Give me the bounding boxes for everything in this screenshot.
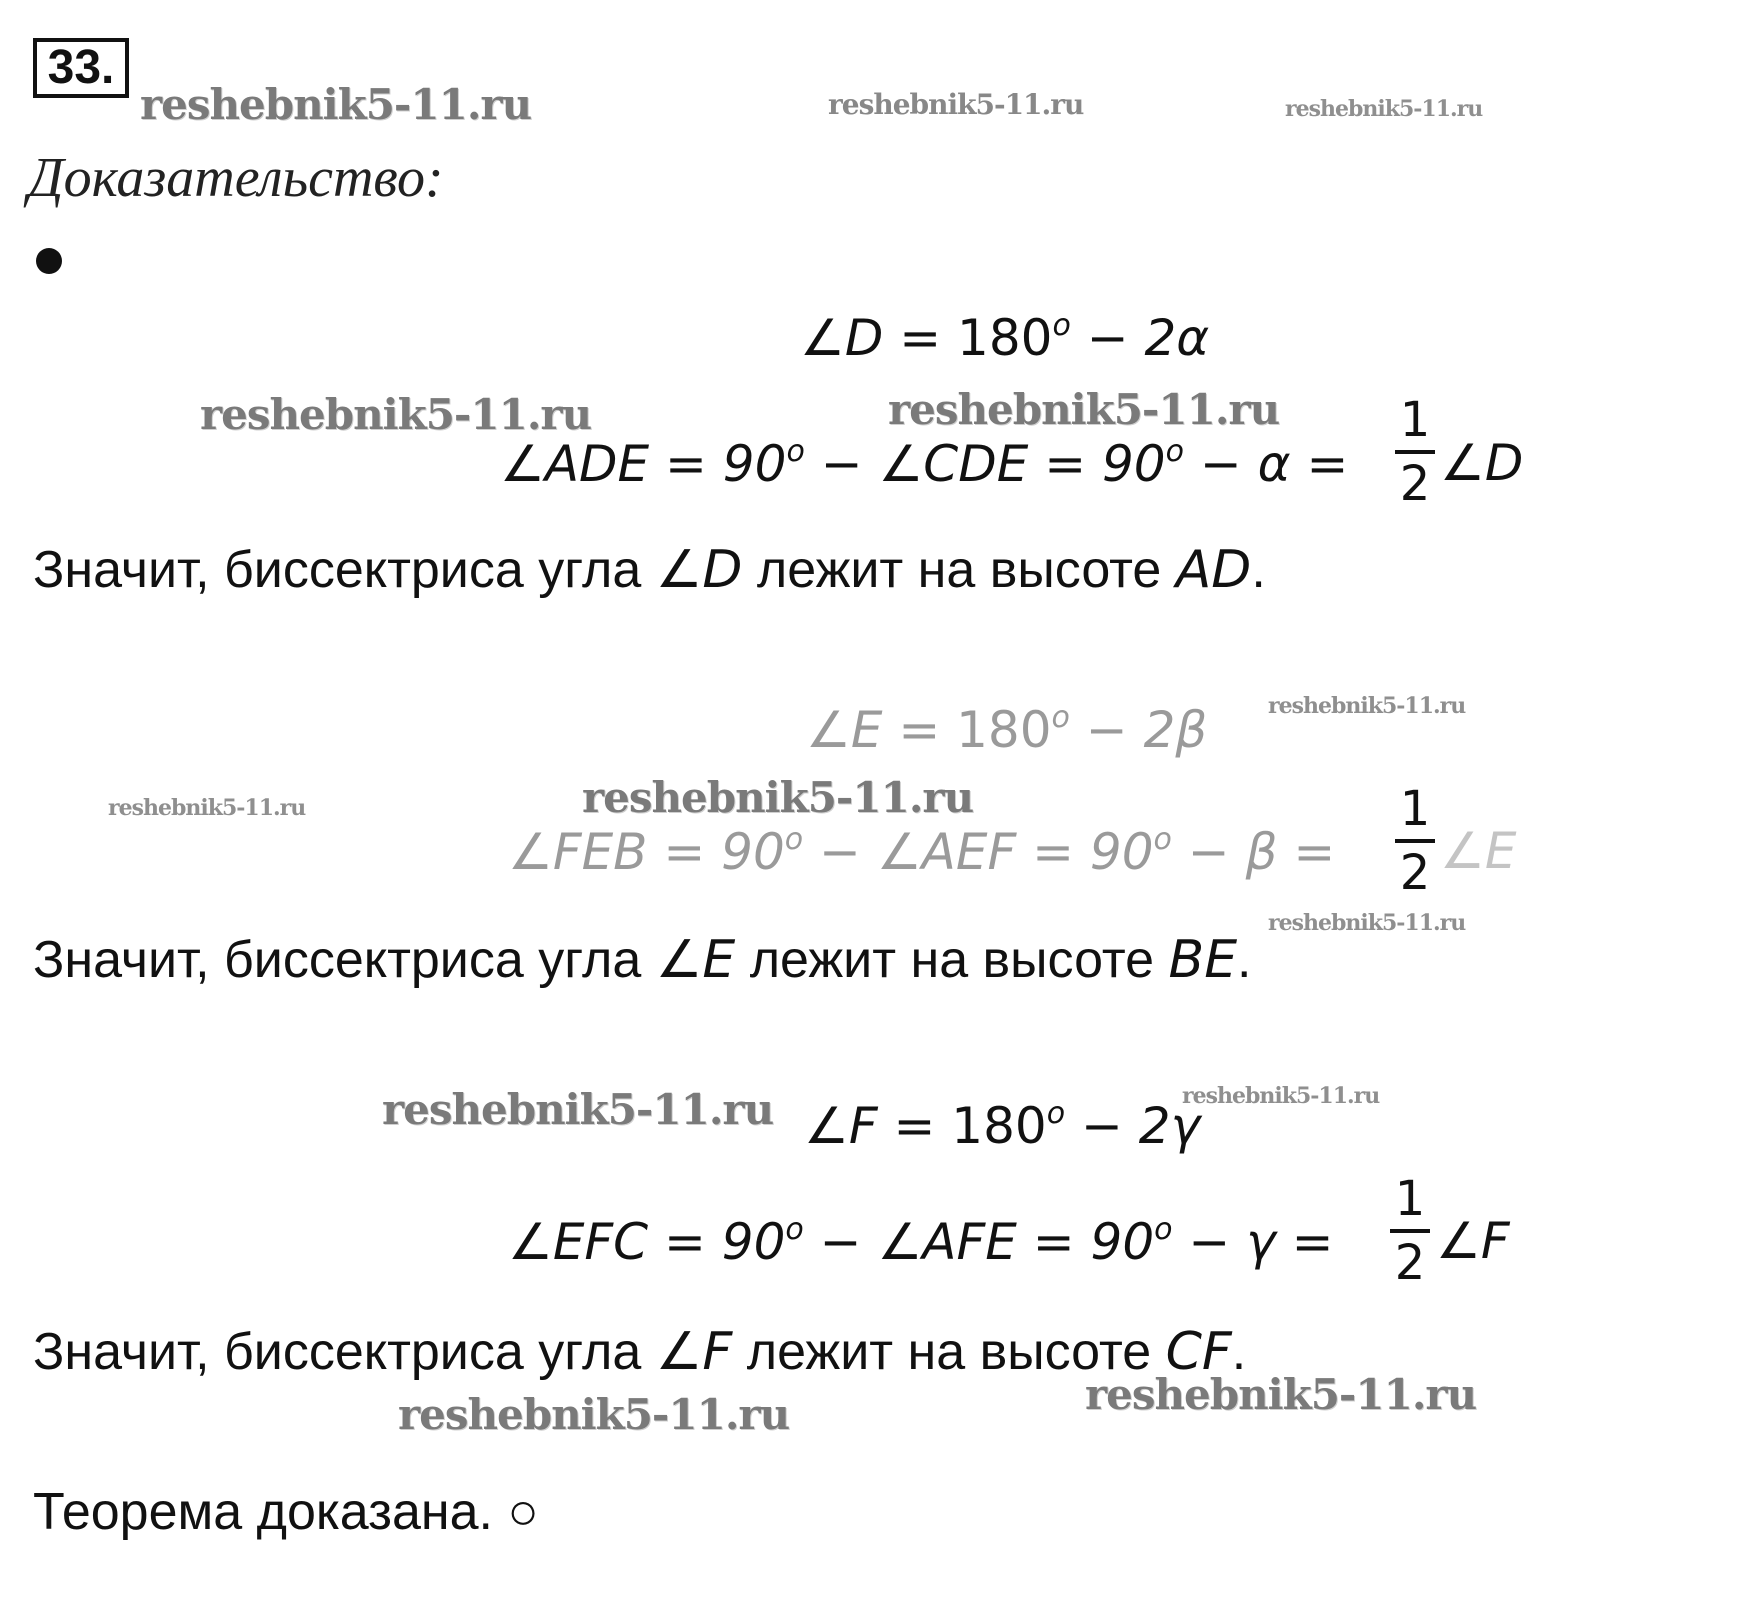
watermark: reshebnik5-11.ru [200,390,592,439]
watermark: reshebnik5-11.ru [888,385,1280,434]
conclusion-e: Значит, биссектриса угла ∠E лежит на высоте BE. [33,930,1252,990]
equation-angle-e: ∠E = $180^o - 2\beta$ [806,700,1208,759]
equation-angle-d: ∠D = $180^o - 2\alpha$ [800,308,1210,367]
watermark: reshebnik5-11.ru [1182,1083,1380,1109]
fraction-one-half: 1 2 [1390,1173,1430,1289]
fraction-one-half: 1 2 [1395,394,1435,510]
equation-angle-efc: ∠EFC = $90^o$ − ∠AFE = $90^o - \gamma$ = [508,1212,1334,1271]
conclusion-d: Значит, биссектриса угла ∠D лежит на высоте AD. [33,540,1266,600]
equation-angle-f: ∠F = $180^o - 2\gamma$ [804,1096,1201,1155]
watermark: reshebnik5-11.ru [382,1085,774,1134]
watermark: reshebnik5-11.ru [1285,96,1483,122]
equation-angle-feb: ∠FEB = $90^o$ − ∠AEF = $90^o - \beta$ = [508,822,1336,881]
watermark: reshebnik5-11.ru [140,80,532,129]
watermark: reshebnik5-11.ru [1268,693,1466,719]
angle-f-symbol: ∠F [1436,1212,1510,1270]
conclusion-f: Значит, биссектриса угла ∠F лежит на высоте CF. [33,1322,1247,1382]
angle-d-symbol: ∠D [1440,434,1524,492]
proof-heading: Доказательство: [28,147,444,209]
problem-number: 33. [33,38,129,98]
watermark: reshebnik5-11.ru [1268,910,1466,936]
watermark: reshebnik5-11.ru [582,773,974,822]
watermark: reshebnik5-11.ru [108,795,306,821]
angle-e-symbol: ∠E [1440,822,1517,880]
equation-angle-ade: ∠ADE = $90^o$ − ∠CDE = $90^o - \alpha$ = [500,434,1349,493]
final-statement: Теорема доказана. ○ [33,1483,539,1541]
watermark: reshebnik5-11.ru [1085,1370,1477,1419]
fraction-one-half: 1 2 [1395,783,1435,899]
watermark: reshebnik5-11.ru [828,88,1084,121]
watermark: reshebnik5-11.ru [398,1390,790,1439]
bullet-icon [36,248,62,274]
